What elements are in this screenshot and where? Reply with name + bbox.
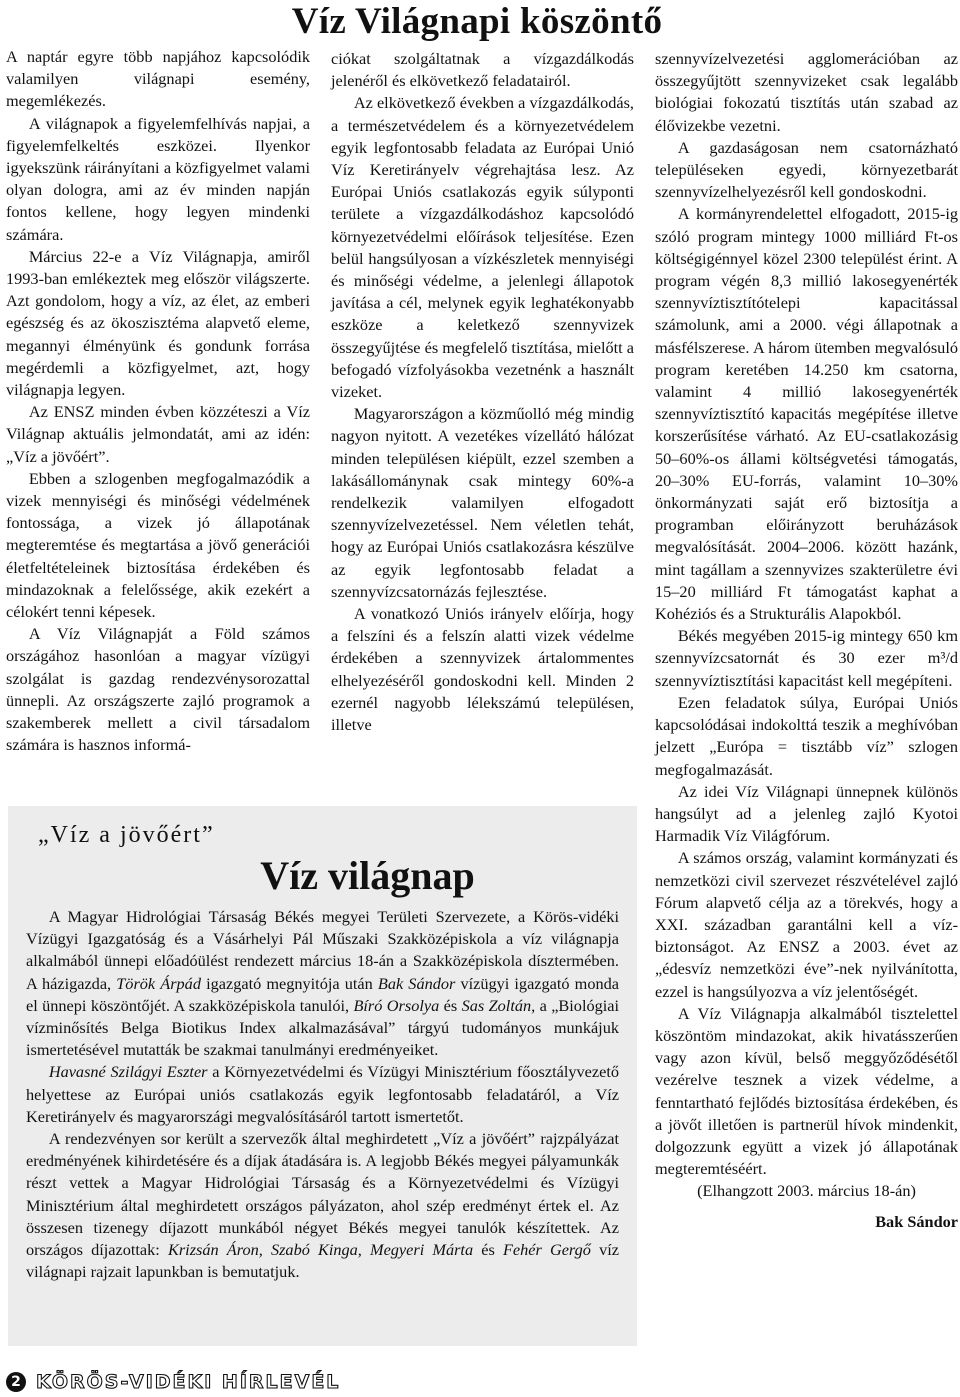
text: A Magyar Hidrológiai Társaság Békés megyei Területi Szervezete, a Körös-vidéki Vízügyi Igazgatóság és a Vásárhelyi Pál Műszaki Szakközépiskola a víz világnapja alkalmából ünnepi előadóülést rendezett március 18-án a Szakközépiskola dísztermében. A házigazda, (26, 907, 619, 993)
paragraph: A Víz Világnapját a Föld számos országához hasonlóan a magyar vízügyi szolgálat is gazdag rendezvénysorozattal ünnepli. Az országszerte zajló programok a szakemberek mellett a civil társadalom számára is hasznos informá- (6, 624, 310, 755)
person-name: Fehér Gergő (502, 1240, 591, 1260)
person-name: Bak Sándor (377, 973, 456, 993)
text: , a „Biológiai vízminősítés Belga Biotikus Index alkalmazásával” tárgyú tudományos munkájuk ismertetésével mutatták be szakmai tanulmányi eredményeiket. (26, 995, 620, 1060)
event-report-box (8, 806, 637, 1346)
paragraph: A Víz Világnapja alkalmából tisztelettel köszöntöm mindazokat, akik hivatásszerűen vagy azon kívül, belső meggyőződésétől vezérelve tesznek a vizek védelme, a fenntartható fejlődés biztosítása érdekében, és a jövőt illetően is partnerül hívok mindenkit, dolgozzunk együtt a vizek jó állapotának megteremtéséért. (655, 1003, 958, 1179)
text: igazgató megnyitója után (200, 973, 378, 993)
person-name: Török Árpád (116, 973, 201, 993)
text: vízügyi igazgató monda el ünnepi köszöntőjét. A szakközépiskola tanulói, (26, 973, 619, 1015)
paragraph: ciókat szolgáltatnak a vízgazdálkodás jelenéről és elkövetkező feladatairól. (331, 49, 634, 91)
paragraph: A kormányrendelettel elfogadott, 2015-ig szóló program mintegy 1000 milliárd Ft-os költségigénnyel közel 2300 települést érint. A program végén 8,3 millió lakosegyenérték szennyvíztisztítótelepi kapacitással számolunk, ami a 2000. végi állapotnak a másfélszerese. A három ütemben megvalósuló program keretében 14.250 km csatorna, valamint 4 millió lakosegyenérték szennyvíztisztító kapacitás megépítése illetve korszerűsítése várható. Az EU-csatlakozásig 50–60%-os állami költségvetési támogatás, 20–30% EU-forrás, valamint 10–30% önkormányzati saját erő biztosítja a programban előirányzott beruházások megvalósítását. 2004–2006. között hazánk, mint tagállam a szennyvizes szakterületre évi 15–20 milliárd Ft támogatást kaphat a Kohéziós és a Strukturális Alapokból. (655, 204, 958, 624)
paragraph: szennyvízelvezetési agglomerációban az összegyűjtött szennyvizeket csak legalább biológiai fokozatú tisztítás után szabad az élővizekbe vezetni. (655, 49, 958, 135)
person-name: Sas Zoltán (461, 995, 532, 1015)
paragraph: A számos ország, valamint kormányzati és nemzetközi civil szervezet részvételével zajló Fórum alapvető célja az a törekvés, hogy a XXI. században garantálni kell a víz-biztonságot. Az ENSZ a 2003. évet az „édesvíz nemzetközi éve”-nek nyilvánította, ezzel is hangsúlyozva a víz jelentőségét. (655, 848, 958, 1001)
person-name: Havasné Szilágyi Eszter (48, 1062, 208, 1082)
box-paragraph (26, 1128, 619, 1283)
page-number: 2 (6, 1372, 26, 1392)
article-column-3 (655, 48, 958, 1233)
article-column-1 (6, 46, 310, 757)
box-paragraph (26, 1061, 619, 1128)
text: és (439, 995, 462, 1015)
dateline: (Elhangzott 2003. március 18-án) (697, 1181, 916, 1201)
paragraph: A naptár egyre több napjához kapcsolódik valamilyen világnapi esemény, megemlékezés. (6, 47, 310, 111)
text: a Környezetvédelmi és Vízügyi Minisztérium főosztályvezető helyettese az Európai uniós csatlakozás egyik legfontosabb feladatáról, a Víz Keretirányelv és magyarországi megvalósításáról tartott ismertetőt. (26, 1062, 619, 1126)
box-body (26, 906, 619, 1283)
author-signature: Bak Sándor (875, 1211, 958, 1231)
text: víz világnapi rajzait lapunkban is bemutatjuk. (26, 1240, 619, 1282)
paragraph: A vonatkozó Uniós irányelv előírja, hogy a felszíni és a felszín alatti vizek védelme érdekében a szennyvizek ártalommentes elhelyezéséről gondoskodni kell. Minden 2 ezernél nagyobb lélekszámú településen, illetve (331, 604, 634, 735)
article-title: Víz Világnapi köszöntő (291, 1, 663, 42)
paragraph: A világnapok a figyelemfelhívás napjai, a figyelemfelkeltés eszközei. Ilyenkor igyekszünk ráirányítani a közfigyelmet valami olyan dologra, ami az év minden napján fontos kellene, hogy legyen mindenki számára. (6, 113, 310, 244)
paragraph: Magyarországon a közműolló még mindig nagyon nyitott. A vezetékes vízellátó hálózat minden településen kiépült, ezzel szemben a lakásállománynak csak mintegy 60%-a rendelkezik valamilyen elfogadott szennyvízelvezetéssel. Nem véletlen tehát, hogy az Európai Uniós csatlakozásra készülve az egyik legfontosabb feladat a szennyvízcsatornázás fejlesztése. (331, 404, 634, 601)
page-footer (6, 1371, 340, 1393)
paragraph: Békés megyében 2015-ig mintegy 650 km szennyvízcsatornát és 30 ezer m³/d szennyvíztisztítási kapacitást kell megépíteni. (655, 626, 958, 690)
person-name: Bíró Orsolya (353, 995, 440, 1015)
publication-name: KÖRÖS-VIDÉKI HÍRLEVÉL (36, 1371, 341, 1393)
paragraph: Március 22-e a Víz Világnapja, amiről 1993-ban emlékeztek meg először világszerte. Azt gondolom, hogy a víz, az élet, az emberi egészség és az ökoszisztéma alapvető eleme, megannyi élményünk és gondunk forrása megérdemli a közfigyelmet, azt, hogy világnapja legyen. (6, 246, 310, 400)
paragraph: Az elkövetkező években a vízgazdálkodás, a természetvédelem és a környezetvédelem egyik legfontosabb feladata az Európai Unió Víz Keretirányelv végrehajtása lesz. Az Európai Uniós csatlakozás egyik súlyponti területe a vízgazdálkodáshoz kapcsolódó környezetvédelmi előírások teljesítése. Ezen belül hangsúlyosan a vízkészletek mennyiségi és minőségi védelme, a jelenlegi állapotok javítása a cél, melynek egyik leghatékonyabb eszköze a keletkező szennyvizek összegyűjtése és megfelelő tisztítása, mielőtt a befogadó vízfolyásokba vezetnénk a használt vizeket. (331, 93, 634, 402)
paragraph: Az ENSZ minden évben közzéteszi a Víz Világnap aktuális jelmondatát, ami az idén: „Víz a jövőért”. (6, 402, 310, 466)
person-name: Krizsán Áron, Szabó Kinga, Megyeri Márta (167, 1240, 474, 1260)
paragraph: A gazdaságosan nem csatornázható településeken egyedi, környezetbarát szennyvízelhelyezésről kell gondoskodni. (655, 137, 958, 202)
text: és (473, 1240, 503, 1260)
paragraph: Ezen feladatok súlya, Európai Uniós kapcsolódásai indokolttá teszik a meghívóban jelzett „Európa = tisztább víz” szlogen megfogalmazását. (655, 692, 958, 779)
text: A rendezvényen sor került a szervezők által meghirdetett „Víz a jövőért” rajzpályázat eredményének kihirdetésére és a díjak átadására is. A legjobb Békés megyei pályamunkák részt vettek a Magyar Hidrológiai Társaság és a Környezetvédelmi és Vízügyi Minisztérium által meghirdetett országos pályázaton, ahol szép eredményt értek el. Az összesen tizenegy díjazott munkából négyet Békés megyei tanulók készítettek. Az országos díjazottak: (26, 1129, 619, 1260)
box-paragraph (26, 906, 619, 1061)
article-column-2 (331, 48, 634, 736)
paragraph: Ebben a szlogenben megfogalmazódik a vizek mennyiségi és minőségi védelmének fontossága, a vizek jó állapotának megteremtése és megtartása a jövő generációi életfeltételeinek biztosítása érdekében és mindazoknak a felelőssége, akik ezekért a célokért tenni képesek. (6, 468, 310, 622)
paragraph: Az idei Víz Világnapi ünnepnek különös hangsúlyt ad a jelenleg zajló Kyotoi Harmadik Víz Világfórum. (655, 781, 958, 846)
box-slogan: „Víz a jövőért” (38, 822, 215, 848)
box-title: Víz világnap (260, 853, 475, 898)
